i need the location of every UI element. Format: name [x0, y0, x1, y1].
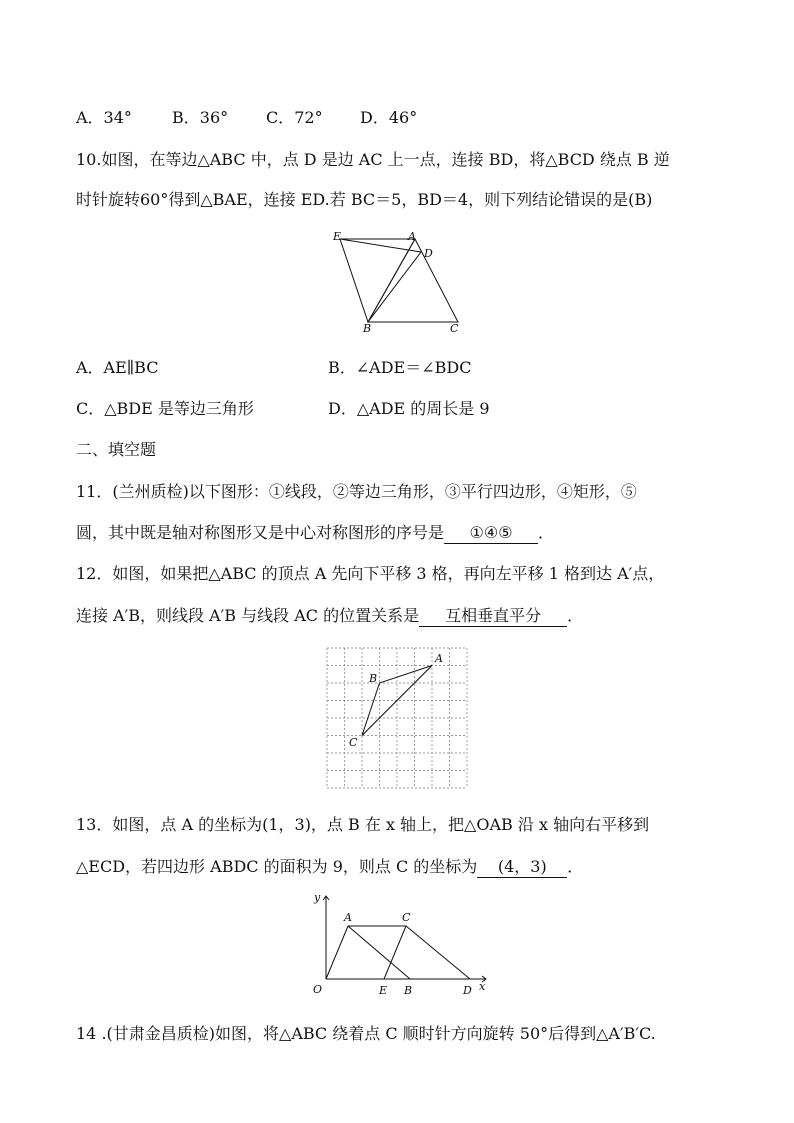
- q9-option-c: C．72°: [266, 108, 323, 127]
- q10-label-d: D: [424, 247, 433, 260]
- q10-label-b: B: [363, 322, 372, 335]
- q12-period: ．: [567, 606, 584, 625]
- q13-label-e: E: [379, 984, 388, 997]
- q12-stem-line2: [76, 606, 583, 627]
- q13-stem-text: △ECD，若四边形 ABDC 的面积为 9，则点 C 的坐标为: [76, 857, 478, 876]
- q13-label-o: O: [313, 983, 323, 996]
- q13-coordinate-figure: [308, 890, 493, 1000]
- q10-option-a: A．AE∥BC: [76, 358, 159, 377]
- q13-label-a: A: [344, 911, 352, 924]
- q10-label-e: E: [333, 230, 342, 243]
- q12-stem-line1: 12．如图，如果把△ABC 的顶点 A 先向下平移 3 格，再向左平移 1 格到达 A′点，: [76, 564, 665, 583]
- q10-option-b: B．∠ADE＝∠BDC: [328, 358, 472, 377]
- q9-option-d: D．46°: [360, 108, 418, 127]
- q13-stem-line2: [76, 857, 583, 878]
- q12-stem-text: 连接 A′B，则线段 A′B 与线段 AC 的位置关系是: [76, 606, 420, 625]
- q12-label-b: B: [369, 672, 378, 685]
- q10-rhombus-figure: [330, 228, 470, 338]
- q10-stem-line1: 10.如图，在等边△ABC 中，点 D 是边 AC 上一点，连接 BD，将△BCD 绕点 B 逆: [76, 150, 670, 169]
- q10-stem-line2: 时针旋转60°得到△BAE，连接 ED.若 BC＝5，BD＝4，则下列结论错误的是(B): [76, 190, 653, 209]
- q9-option-a: A．34°: [76, 108, 132, 127]
- q10-label-c: C: [450, 322, 459, 335]
- q13-label-b: B: [404, 984, 413, 997]
- q11-stem-line1: 11．(兰州质检)以下图形：①线段，②等边三角形，③平行四边形，④矩形，⑤: [76, 482, 637, 501]
- q13-answer-blank: (4，3): [477, 857, 567, 878]
- q12-answer-blank: 互相垂直平分: [419, 606, 567, 627]
- q13-label-c: C: [402, 911, 411, 924]
- q12-grid-figure: [327, 648, 467, 788]
- q11-answer-blank: ①④⑤: [444, 523, 538, 544]
- section-title: 二、填空题: [76, 440, 157, 459]
- q11-stem-text: 圆，其中既是轴对称图形又是中心对称图形的序号是: [76, 523, 445, 542]
- q12-label-c: C: [349, 736, 358, 749]
- q14-stem-line1: 14 .(甘肃金昌质检)如图，将△ABC 绕着点 C 顺时针方向旋转 50°后得到△A′B′C.: [76, 1024, 656, 1043]
- q10-option-c: C．△BDE 是等边三角形: [76, 399, 254, 418]
- q9-option-b: B．36°: [172, 108, 229, 127]
- q12-label-a: A: [435, 652, 443, 665]
- q13-label-d: D: [463, 984, 472, 997]
- q11-period: ．: [538, 523, 555, 542]
- q13-period: ．: [567, 857, 584, 876]
- q10-label-a: A: [408, 230, 416, 243]
- q10-option-d: D．△ADE 的周长是 9: [328, 399, 490, 418]
- q13-label-x: x: [479, 980, 486, 993]
- q13-label-y: y: [314, 891, 321, 904]
- q11-stem-line2: [76, 523, 554, 544]
- q13-stem-line1: 13．如图，点 A 的坐标为(1，3)，点 B 在 x 轴上，把△OAB 沿 x 轴向右平移到: [76, 815, 650, 834]
